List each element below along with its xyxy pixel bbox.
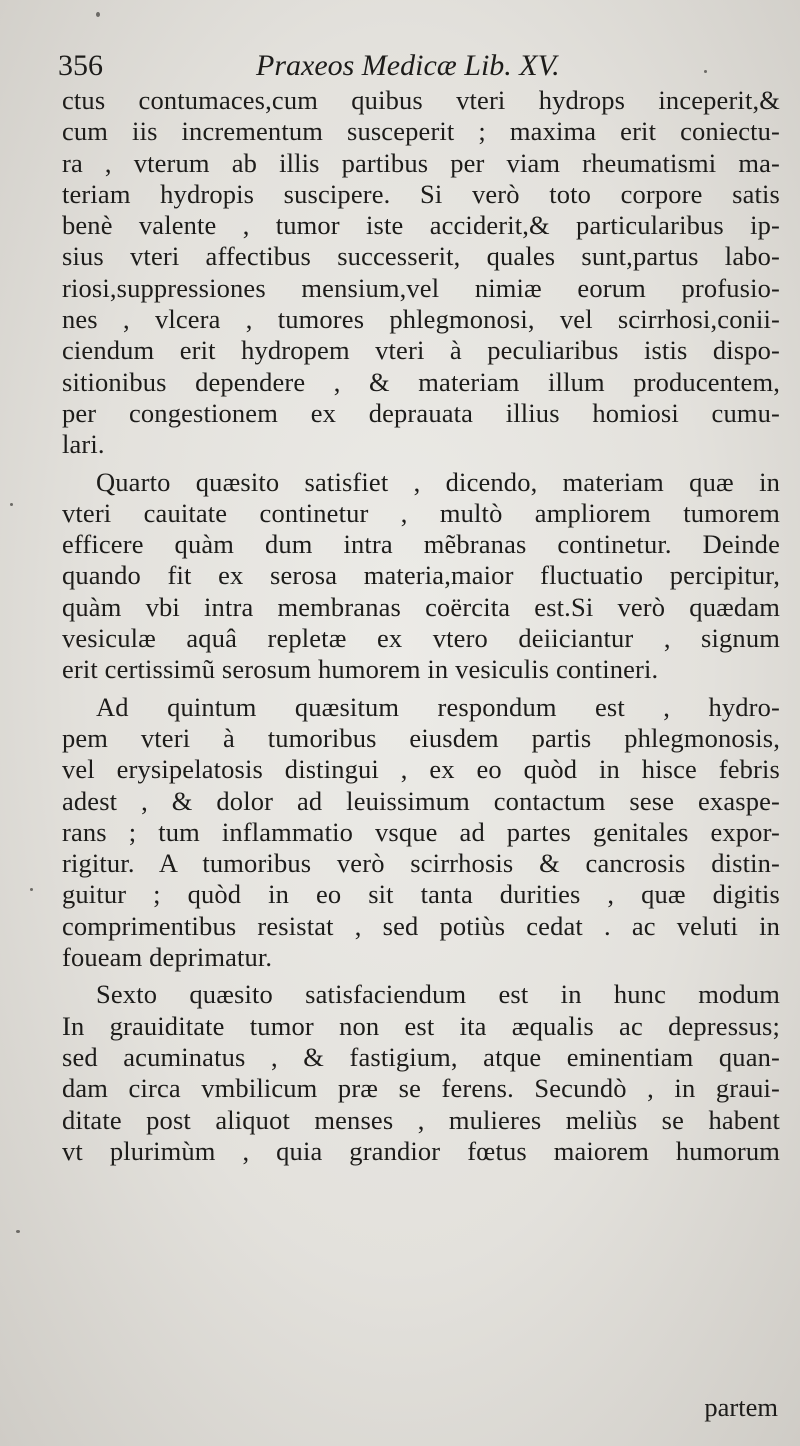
text-line: Ad quintum quæsitum respondum est , hydro-: [96, 691, 780, 722]
ink-speck: [16, 1230, 20, 1233]
ink-speck: [10, 503, 13, 506]
text-line: riosi,suppressiones mensium,vel nimiæ eorum profusio-: [62, 272, 780, 303]
text-line: vt plurimùm , quia grandior fœtus maiorem humorum: [62, 1135, 780, 1166]
paragraph: [62, 85, 780, 461]
page-header: [58, 46, 678, 86]
text-line: quando fit ex serosa materia,maior fluctuatio percipitur,: [62, 560, 780, 591]
text-line: benè valente , tumor iste acciderit,& particularibus ip-: [62, 210, 780, 241]
catchword: partem: [704, 1392, 778, 1422]
text-line: cum iis incrementum susceperit ; maxima erit coniectu-: [62, 116, 780, 147]
text-line: quàm vbi intra membranas coërcita est.Si verò quædam: [62, 591, 780, 622]
text-line: lari.: [62, 429, 105, 460]
text-line: foueam deprimatur.: [62, 942, 273, 973]
text-line: ditate post aliquot menses , mulieres meliùs se habent: [62, 1104, 780, 1135]
text-line: teriam hydropis suscipere. Si verò toto corpore satis: [62, 178, 780, 209]
text-line: Sexto quæsito satisfaciendum est in hunc modum: [96, 979, 780, 1010]
text-line: sius vteri affectibus successerit, quales sunt,partus labo-: [62, 241, 780, 272]
body-text: [62, 85, 780, 1167]
ink-speck: [30, 888, 33, 891]
text-line: efficere quàm dum intra mẽbranas continetur. Deinde: [62, 529, 780, 560]
text-line: rigitur. A tumoribus verò scirrhosis & cancrosis distin-: [62, 848, 780, 879]
page-number: 356: [58, 49, 103, 82]
paragraph: [62, 692, 780, 974]
text-line: In grauiditate tumor non est ita æqualis ac depressus;: [62, 1010, 780, 1041]
text-line: ciendum erit hydropem vteri à peculiaribus istis dispo-: [62, 335, 780, 366]
ink-speck: [704, 70, 707, 73]
text-line: comprimentibus resistat , sed potiùs cedat . ac veluti in: [62, 910, 780, 941]
text-line: adest , & dolor ad leuissimum contactum sese exaspe-: [62, 785, 780, 816]
text-line: vteri cauitate continetur , multò ampliorem tumorem: [62, 497, 780, 528]
text-line: guitur ; quòd in eo sit tanta durities , quæ digitis: [62, 879, 780, 910]
text-line: sitionibus dependere , & materiam illum producentem,: [62, 366, 780, 397]
text-line: ctus contumaces,cum quibus vteri hydrops inceperit,&: [62, 85, 780, 115]
running-title: Praxeos Medicæ Lib. XV.: [256, 49, 560, 82]
text-line: Quarto quæsito satisfiet , dicendo, materiam quæ in: [96, 466, 780, 497]
text-line: rans ; tum inflammatio vsque ad partes genitales expor-: [62, 816, 780, 847]
text-line: sed acuminatus , & fastigium, atque eminentiam quan-: [62, 1041, 780, 1072]
text-line: erit certissimũ serosum humorem in vesiculis contineri.: [62, 654, 659, 685]
ink-speck: [96, 12, 100, 17]
text-line: nes , vlcera , tumores phlegmonosi, vel scirrhosi,conii-: [62, 304, 780, 335]
text-line: per congestionem ex deprauata illius homiosi cumu-: [62, 397, 780, 428]
paragraph: [62, 467, 780, 686]
paragraph: [62, 979, 780, 1167]
text-line: pem vteri à tumoribus eiusdem partis phlegmonosis,: [62, 722, 780, 753]
text-line: vel erysipelatosis distingui , ex eo quòd in hisce febris: [62, 754, 780, 785]
text-line: dam circa vmbilicum præ se ferens. Secundò , in graui-: [62, 1073, 780, 1104]
text-line: vesiculæ aquâ repletæ ex vtero deiiciantur , signum: [62, 623, 780, 654]
text-line: ra , vterum ab illis partibus per viam rheumatismi ma-: [62, 147, 780, 178]
